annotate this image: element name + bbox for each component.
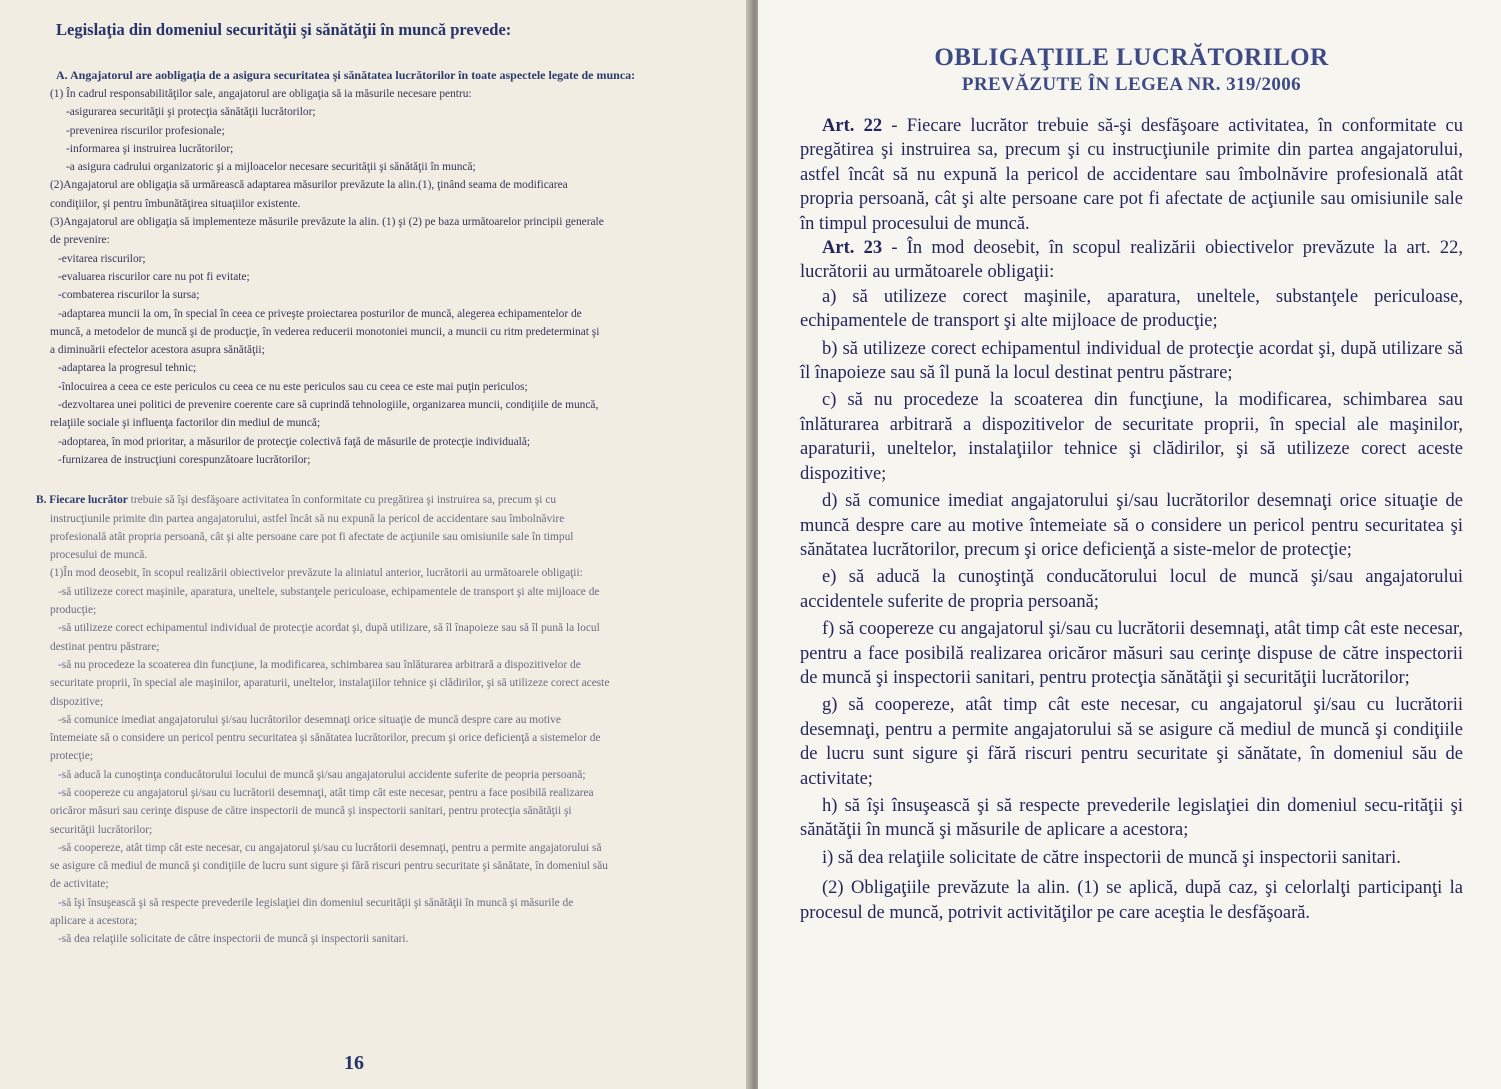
text-line: (1) În cadrul responsabilităţilor sale, angajatorul are obligaţia să ia măsurile necesare pentru: bbox=[50, 88, 472, 100]
article-22-text: - Fiecare lucrător trebuie să-şi desfăşoare activitatea, în conformitate cu pregătirea şi instruirea sa, precum şi cu instrucţiunile primite din partea angajatorului, astfel încât să nu expună la pericol de accidentare sau îmbolnăvire profesională atât propria persoană, cât şi alte persoane care pot fi afectate de acţiunile sau omisiunile sale în timpul procesului de muncă. bbox=[800, 116, 1464, 234]
text-line: -informarea şi instruirea lucrătorilor; bbox=[66, 142, 234, 155]
article-22 bbox=[800, 114, 1463, 236]
text-line: întemeiate să o considere un pericol pentru securitatea şi sănătatea lucrătorilor, precum şi orice deficienţă a sistemelor de bbox=[50, 732, 601, 745]
obligation-item: i) să dea relaţiile solicitate de către inspectorii de muncă şi inspectorii sanitari. bbox=[822, 847, 1401, 868]
text-line: -să utilizeze corect maşinile, aparatura, uneltele, substanţele periculoase, echipamentele de transport şi alte mijloace de bbox=[58, 585, 600, 598]
obligation-item: e) să aducă la cunoştinţă conducătorului locul de muncă şi/sau angajatorului accidentele suferite de propria persoană; bbox=[800, 567, 1463, 612]
text-line: condiţiilor, şi pentru îmbunătăţirea situaţiilor existente. bbox=[50, 197, 301, 210]
article-23 bbox=[800, 236, 1463, 285]
title-line-2: PREVĂZUTE ÎN LEGEA NR. 319/2006 bbox=[961, 74, 1302, 95]
text-line: -adaptarea la progresul tehnic; bbox=[58, 362, 197, 375]
section-b-lines bbox=[36, 510, 730, 949]
section-b-lead: B. Fiecare lucrător bbox=[36, 494, 128, 507]
obligation-item: h) să îşi însuşească şi să respecte prevederile legislaţiei din domeniul secu-rităţii şi sănătăţii în muncă şi măsurile de aplicare a acestora; bbox=[800, 795, 1463, 841]
text-line: -a asigura cadrului organizatoric şi a mijloacelor necesare securităţii şi sănătăţii în muncă; bbox=[66, 161, 476, 174]
text-line: -dezvoltarea unei politici de prevenire coerente care să cuprindă tehnologiile, organizarea muncii, condiţiile de muncă, bbox=[58, 399, 599, 412]
closing-paragraph: (2) Obligaţiile prevăzute la alin. (1) se aplică, după caz, şi celorlalţi participanţi la procesul de muncă, potrivit activităţilor pe care aceştia le desfăşoară. bbox=[800, 878, 1463, 923]
text-line: relaţiile sociale şi influenţa factorilor din mediul de muncă; bbox=[50, 417, 321, 430]
text-line: -adoptarea, în mod prioritar, a măsurilor de protecţie colectivă faţă de măsurile de protecţie individuală; bbox=[58, 435, 531, 448]
text-line: -să dea relaţiile solicitate de către inspectorii de muncă şi inspectorii sanitari. bbox=[58, 933, 409, 946]
right-page bbox=[758, 0, 1501, 1089]
text-line: destinat pentru păstrare; bbox=[50, 640, 160, 653]
text-line: -evaluarea riscurilor care nu pot fi evitate; bbox=[58, 270, 250, 283]
text-line: -asigurarea securităţii şi protecţia sănătăţii lucrătorilor; bbox=[66, 106, 316, 119]
text-line: -să coopereze, atât timp cât este necesar, cu angajatorul şi/sau cu lucrătorii desemnaţi, pentru a permite angajatorului să bbox=[58, 841, 602, 854]
text-line: aplicare a acestora; bbox=[50, 915, 138, 928]
text-line: procesului de muncă. bbox=[50, 549, 148, 562]
text-line: (3)Angajatorul are obligaţia să implementeze măsurile prevăzute la alin. (1) şi (2) pe baza următoarelor principii generale bbox=[50, 216, 604, 229]
section-b-first-line: trebuie să îşi desfăşoare activitatea în conformitate cu pregătirea şi instruirea sa, precum şi cu bbox=[127, 494, 557, 507]
text-line: de prevenire: bbox=[50, 234, 110, 247]
text-line: -să coopereze cu angajatorul şi/sau cu lucrătorii desemnaţi, atât timp cât este necesar, pentru a face posibilă realizarea bbox=[58, 786, 594, 799]
text-line: -evitarea riscurilor; bbox=[58, 252, 146, 265]
text-line: -adaptarea muncii la om, în special în ceea ce priveşte proiectarea posturilor de muncă, alegerea echipamentelor de bbox=[58, 307, 582, 320]
article-23-text: - În mod deosebit, în scopul realizării obiectivelor prevăzute la art. 22, lucrătorii au următoarele obligaţii: bbox=[800, 238, 1464, 283]
text-line: -înlocuirea a ceea ce este periculos cu ceea ce nu este periculos sau cu ceea ce este mai puţin periculos; bbox=[58, 380, 528, 393]
text-line: dispozitive; bbox=[50, 695, 104, 708]
text-line: -furnizarea de instrucţiuni corespunzătoare lucrătorilor; bbox=[58, 453, 311, 466]
text-line: (1)În mod deosebit, în scopul realizării obiectivelor prevăzute la aliniatul anterior, lucrătorii au următoarele obligaţii: bbox=[50, 567, 583, 580]
section-a-body bbox=[36, 85, 730, 469]
title-line-1: OBLIGAŢIILE LUCRĂTORILOR bbox=[934, 44, 1329, 71]
obligation-item: g) să coopereze, atât timp cât este necesar, cu angajatorul şi/sau cu lucrătorii desemnaţi, pentru a permite angajatorului să se asigure că mediul de muncă şi condiţiile de lucru sunt sigure şi fără riscuri pentru securitate şi sănătate, în domeniul său de activitate; bbox=[800, 695, 1463, 789]
obligation-item: d) să comunice imediat angajatorului şi/sau lucrătorilor desemnaţi orice situaţie de muncă despre care au motive întemeiate să o considere un pericol pentru securitatea şi sănătatea lucrătorilor, precum şi orice deficienţă a siste-melor de protecţie; bbox=[800, 491, 1463, 560]
text-line: producţie; bbox=[50, 604, 97, 617]
text-line: -să nu procedeze la scoaterea din funcţiune, la modificarea, schimbarea sau înlăturarea arbitrară a dispozitivelor de bbox=[58, 658, 581, 671]
text-line: -să îşi însuşească şi să respecte prevederile legislaţiei din domeniul securităţii şi sănătăţii în muncă şi măsurile de bbox=[58, 896, 574, 909]
text-line: securităţii lucrătorilor; bbox=[50, 823, 153, 836]
text-line: se asigure că mediul de muncă şi condiţiile de lucru sunt sigure şi fără riscuri pentru securitate şi sănătate, în domeniul său bbox=[50, 860, 608, 873]
right-page-title bbox=[800, 44, 1463, 96]
text-line: muncă, a metodelor de muncă şi de producţie, în vederea reducerii monotoniei muncii, a muncii cu ritm predeterminat şi bbox=[50, 325, 600, 338]
text-line: protecţie; bbox=[50, 750, 94, 763]
obligations-list bbox=[800, 285, 1463, 870]
text-line: -să utilizeze corect echipamentul individual de protecţie acordat şi, după utilizare, să îl înapoieze sau să îl pună la locul bbox=[58, 622, 600, 635]
section-a-title: A. Angajatorul are aobligaţia de a asigura securitatea şi sănătatea lucrătorilor în toate aspectele legate de munca: bbox=[56, 68, 636, 82]
text-line: -prevenirea riscurilor profesionale; bbox=[66, 124, 225, 137]
article-22-label: Art. 22 bbox=[822, 116, 883, 136]
text-line: a diminuării efectelor acestora asupra sănătăţii; bbox=[50, 344, 265, 357]
text-line: profesională atât propria persoană, cât şi alte persoane care pot fi afectate de acţiunile sau omisiunile sale în timpul bbox=[50, 530, 574, 543]
text-line: de activitate; bbox=[50, 878, 109, 891]
text-line: -să comunice imediat angajatorului şi/sau lucrătorilor desemnaţi orice situaţie de muncă despre care au motive bbox=[58, 713, 561, 726]
text-line: instrucţiunile primite din partea angajatorului, astfel încât să nu expună la pericol de accidentare sau îmbolnăvire bbox=[50, 512, 565, 525]
obligation-item: b) să utilizeze corect echipamentul individual de protecţie acordat şi, după utilizare să îl înapoieze sau să îl pună la locul destinat pentru păstrare; bbox=[800, 338, 1463, 384]
article-23-label: Art. 23 bbox=[822, 238, 883, 259]
text-line: (2)Angajatorul are obligaţia să urmărească adaptarea măsurilor prevăzute la alin.(1), ţinând seama de modificarea bbox=[50, 179, 568, 192]
text-line: oricăror măsuri sau cerinţe dispuse de către inspectorii de muncă şi inspectorii sanitari, pentru protecţia sănătăţii şi bbox=[50, 805, 572, 818]
obligation-item: f) să coopereze cu angajatorul şi/sau cu lucrătorii desemnaţi, atât timp cât este necesar, pentru a face posibilă realizarea oricăror măsuri sau cerinţe dispuse de către inspectorii de muncă şi inspectorii sanitari, pentru protecţia sănătăţii şi securităţii lucrătorilor; bbox=[800, 619, 1463, 688]
text-line: securitate proprii, în special ale maşinilor, aparaturii, uneltelor, instalaţiilor tehnice şi clădirilor, şi să utilizeze corect aceste bbox=[50, 677, 610, 690]
text-line: -să aducă la cunoştinţa conducătorului locului de muncă şi/sau angajatorului accidente suferite de peopria persoană; bbox=[58, 768, 586, 781]
obligation-item: c) să nu procedeze la scoaterea din funcţiune, la modificarea, schimbarea sau înlăturarea arbitrară a dispozitivelor de securitate proprii, în special ale maşinilor, aparaturii, uneltelor, instalaţiilor tehnice şi clădirilor, şi să utilizeze corect aceste dispozitive; bbox=[800, 390, 1463, 484]
section-gap bbox=[36, 469, 730, 491]
page-number: 16 bbox=[344, 1052, 364, 1074]
section-b-body bbox=[36, 491, 730, 948]
left-page-title: Legislaţia din domeniul securităţii şi sănătăţii în muncă prevede: bbox=[56, 20, 512, 39]
obligation-item: a) să utilizeze corect maşinile, aparatura, uneltele, substanţele periculoase, echipamentele de transport şi alte mijloace de producţie; bbox=[800, 286, 1463, 332]
text-line: -combaterea riscurilor la sursa; bbox=[58, 289, 200, 302]
